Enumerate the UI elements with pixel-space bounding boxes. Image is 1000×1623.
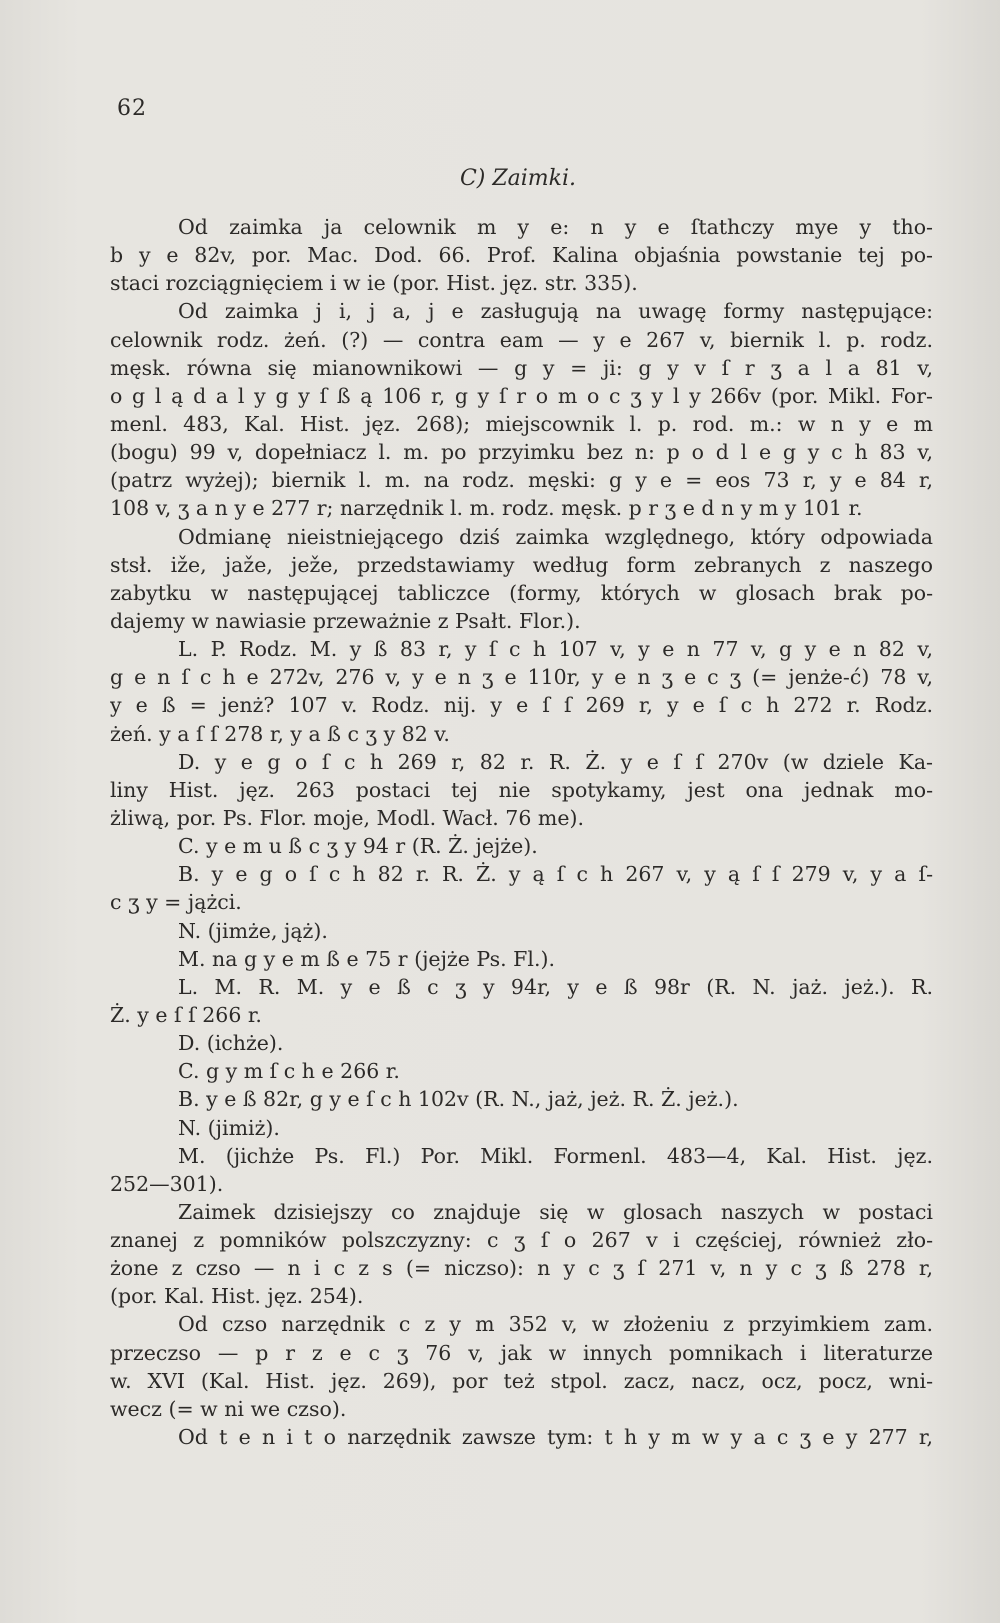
- text-line: y e ß = jenż? 107 v. Rodz. nij. y e ſ ſ 269 r, y e ſ c h 272 r. Rodz.: [110, 693, 933, 718]
- text-line: przeczso — p r z e c ʒ 76 v, jak w innych pomnikach i literaturze: [110, 1340, 933, 1365]
- text-line: Od t e n i t o narzędnik zawsze tym: t h y m w y a c ʒ e y 277 r,: [178, 1425, 933, 1450]
- text-line: stsł. iže, jaže, ježe, przedstawiamy według form zebranych z naszego: [110, 552, 933, 577]
- text-line: D. y e g o ſ c h 269 r, 82 r. R. Ż. y e ſ ſ 270v (w dziele Ka-: [178, 749, 933, 774]
- text-line: (patrz wyżej); biernik l. m. na rodz. męski: g y e = eos 73 r, y e 84 r,: [110, 468, 933, 493]
- text-line: Odmianę nieistniejącego dziś zaimka względnego, który odpowiada: [178, 524, 933, 549]
- text-line: (por. Kal. Hist. jęz. 254).: [110, 1284, 364, 1309]
- text-line: żone z czso — n i c z s (= niczso): n y c ʒ ſ 271 v, n y c ʒ ß 278 r,: [110, 1256, 933, 1281]
- text-line: N. (jimiż).: [178, 1115, 280, 1140]
- text-line: M. (jichże Ps. Fl.) Por. Mikl. Formenl. 483—4, Kal. Hist. jęz.: [178, 1143, 933, 1168]
- text-line: N. (jimże, jąż).: [178, 918, 328, 943]
- text-line: w. XVI (Kal. Hist. jęz. 269), por też stpol. zacz, nacz, ocz, pocz, wni-: [110, 1368, 933, 1393]
- text-line: C. y e m u ß c ʒ y 94 r (R. Ż. jejże).: [178, 834, 538, 859]
- text-line: D. (ichże).: [178, 1031, 284, 1056]
- text-line: L. M. R. M. y e ß c ʒ y 94r, y e ß 98r (R. N. jaż. jeż.). R.: [178, 974, 933, 999]
- text-line: dajemy w nawiasie przeważnie z Psałt. Flor.).: [110, 608, 581, 633]
- section-heading: C) Zaimki.: [459, 166, 577, 191]
- text-line: znanej z pomników polszczyzny: c ʒ ſ o 267 v i częściej, również zło-: [110, 1228, 933, 1253]
- text-line: Zaimek dzisiejszy co znajduje się w glosach naszych w postaci: [178, 1199, 933, 1224]
- text-line: liny Hist. jęz. 263 postaci tej nie spotykamy, jest ona jednak mo-: [110, 777, 933, 802]
- text-line: męsk. równa się mianownikowi — g y = ji: g y v ſ r ʒ a l a 81 v,: [110, 355, 933, 380]
- text-line: zabytku w następującej tabliczce (formy, których w glosach brak po-: [110, 580, 933, 605]
- text-line: Ż. y e ſ ſ 266 r.: [110, 1002, 262, 1027]
- text-line: c ʒ y = jążci.: [110, 890, 242, 915]
- text-line: b y e 82v, por. Mac. Dod. 66. Prof. Kalina objaśnia powstanie tej po-: [110, 243, 933, 268]
- text-line: M. na g y e m ß e 75 r (jejże Ps. Fl.).: [178, 946, 555, 971]
- text-line: celownik rodz. żeń. (?) — contra eam — y e 267 v, biernik l. p. rodz.: [110, 327, 933, 352]
- text-line: (bogu) 99 v, dopełniacz l. m. po przyimku bez n: p o d l e g y c h 83 v,: [110, 440, 933, 465]
- body-text: [110, 213, 933, 1451]
- text-line: menl. 483, Kal. Hist. jęz. 268); miejscownik l. p. rod. m.: w n y e m: [110, 411, 933, 436]
- text-line: C. g y m ſ c h e 266 r.: [178, 1059, 400, 1084]
- text-line: B. y e g o ſ c h 82 r. R. Ż. y ą ſ c h 267 v, y ą ſ ſ 279 v, y a ſ-: [178, 862, 933, 887]
- text-line: staci rozciągnięciem i w ie (por. Hist. jęz. str. 335).: [110, 271, 638, 296]
- page-number: 62: [117, 96, 147, 121]
- text-line: g e n ſ c h e 272v, 276 v, y e n ʒ e 110r, y e n ʒ e c ʒ (= jenże-ć) 78 v,: [110, 665, 933, 690]
- text-line: o g l ą d a l y g y ſ ß ą 106 r, g y ſ r o m o c ʒ y l y 266v (por. Mikl. For-: [110, 383, 933, 408]
- text-line: 108 v, ʒ a n y e 277 r; narzędnik l. m. rodz. męsk. p r ʒ e d n y m y 101 r.: [110, 496, 863, 521]
- text-line: Od zaimka j i, j a, j e zasługują na uwagę formy następujące:: [178, 299, 933, 324]
- text-line: Od czso narzędnik c z y m 352 v, w złożeniu z przyimkiem zam.: [178, 1312, 933, 1337]
- text-line: żliwą, por. Ps. Flor. moje, Modl. Wacł. 76 me).: [110, 805, 584, 830]
- text-line: Od zaimka ja celownik m y e: n y e ſtathczy mye y tho-: [178, 215, 933, 239]
- text-line: 252—301).: [110, 1171, 224, 1196]
- text-line: wecz (= w ni we czso).: [110, 1396, 347, 1421]
- text-line: żeń. y a ſ ſ 278 r, y a ß c ʒ y 82 v.: [110, 721, 450, 746]
- text-line: B. y e ß 82r, g y e ſ c h 102v (R. N., jaż, jeż. R. Ż. jeż.).: [178, 1087, 739, 1112]
- text-line: L. P. Rodz. M. y ß 83 r, y ſ c h 107 v, y e n 77 v, g y e n 82 v,: [178, 637, 933, 662]
